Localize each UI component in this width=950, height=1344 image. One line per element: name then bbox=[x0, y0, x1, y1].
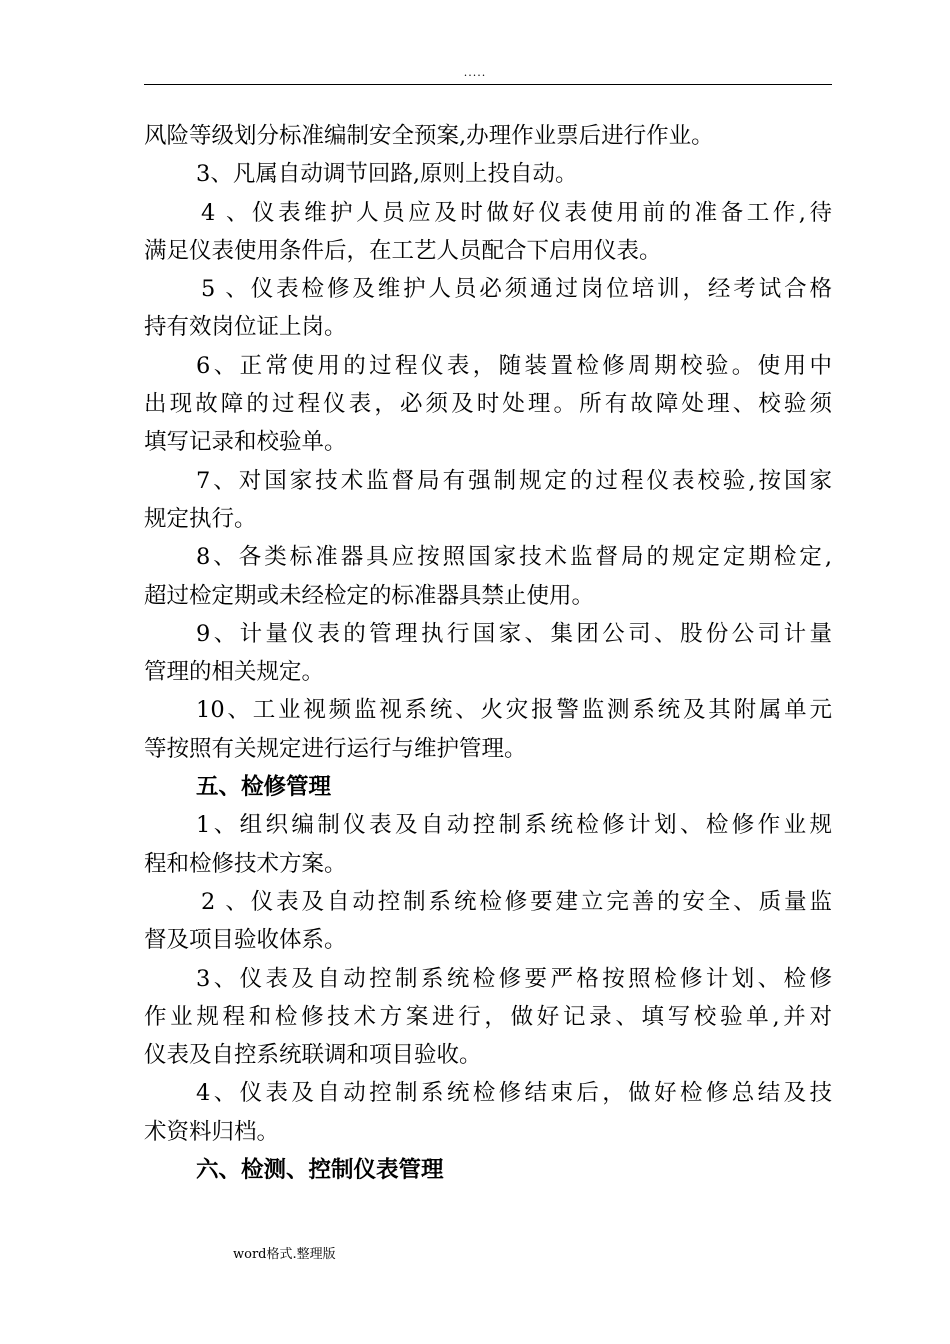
header-rule bbox=[144, 84, 832, 85]
text-line: 管理的相关规定。 bbox=[144, 659, 325, 686]
text-line: 督及项目验收体系。 bbox=[144, 927, 347, 954]
section-heading: 六、检测、控制仪表管理 bbox=[196, 1157, 444, 1184]
text-line: 出现故障的过程仪表，必须及时处理。所有故障处理、校验须 bbox=[144, 391, 832, 418]
text-line: 3、凡属自动调节回路,原则上投自动。 bbox=[196, 161, 578, 188]
text-line: 超过检定期或未经检定的标准器具禁止使用。 bbox=[144, 582, 595, 609]
text-line: 1、组织编制仪表及自动控制系统检修计划、检修作业规 bbox=[196, 812, 832, 839]
document-body bbox=[144, 117, 832, 1189]
text-line: 等按照有关规定进行运行与维护管理。 bbox=[144, 735, 527, 762]
text-line: 2 、仪表及自动控制系统检修要建立完善的安全、质量监 bbox=[201, 888, 832, 915]
header-dots: ..... bbox=[463, 66, 487, 79]
text-line: 6、正常使用的过程仪表，随装置检修周期校验。使用中 bbox=[196, 352, 832, 379]
text-line: 作业规程和检修技术方案进行，做好记录、填写校验单,并对 bbox=[144, 1003, 832, 1030]
text-line: 风险等级划分标准编制安全预案,办理作业票后进行作业。 bbox=[144, 123, 714, 149]
text-line: 3、仪表及自动控制系统检修要严格按照检修计划、检修 bbox=[196, 965, 832, 992]
text-line: 7、对国家技术监督局有强制规定的过程仪表校验,按国家 bbox=[196, 467, 832, 494]
text-line: 持有效岗位证上岗。 bbox=[144, 314, 347, 341]
text-line: 程和检修技术方案。 bbox=[144, 850, 347, 877]
text-line: 10、工业视频监视系统、火灾报警监测系统及其附属单元 bbox=[196, 697, 832, 724]
text-line: 填写记录和校验单。 bbox=[144, 429, 347, 456]
section-heading: 五、检修管理 bbox=[196, 774, 332, 801]
text-line: 4、仪表及自动控制系统检修结束后，做好检修总结及技 bbox=[196, 1080, 832, 1107]
text-line: 仪表及自控系统联调和项目验收。 bbox=[144, 1042, 482, 1069]
text-line: 5 、仪表检修及维护人员必须通过岗位培训，经考试合格 bbox=[201, 276, 832, 303]
text-line: 4 、仪表维护人员应及时做好仪表使用前的准备工作,待 bbox=[201, 199, 832, 226]
text-line: 8、各类标准器具应按照国家技术监督局的规定定期检定, bbox=[196, 544, 832, 571]
footer-text: word格式.整理版 bbox=[233, 1247, 336, 1262]
text-line: 9、计量仪表的管理执行国家、集团公司、股份公司计量 bbox=[196, 620, 832, 647]
text-line: 规定执行。 bbox=[144, 505, 257, 532]
text-line: 满足仪表使用条件后，在工艺人员配合下启用仪表。 bbox=[144, 237, 662, 264]
text-line: 术资料归档。 bbox=[144, 1118, 280, 1145]
